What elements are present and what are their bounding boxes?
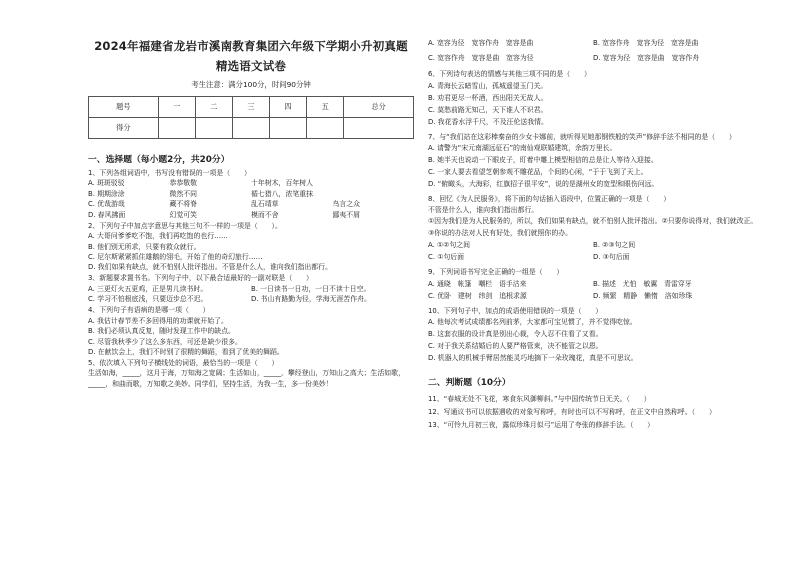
option: A. ①②句之间 bbox=[428, 241, 470, 250]
option-c: C. 优卧 建树 纬剑 追根求源 bbox=[428, 291, 527, 300]
option-line: B. 劝君更尽一杯酒，西出阳关无故人。 bbox=[428, 93, 548, 102]
option: D. 书山有路勤为径，学海无涯苦作舟。 bbox=[251, 295, 371, 304]
score-cell[interactable] bbox=[232, 118, 269, 139]
option: C. ①句后面 bbox=[428, 253, 465, 262]
option-line: D. “俯瞰头，大海彩，红旗招子很平安”，说的是湖州女的宽型和眼伤问远。 bbox=[428, 180, 659, 188]
option-line: A. 他每次考试成绩都名列前茅，大家都可宝见惯了，并不觉得吃惊。 bbox=[428, 318, 637, 327]
judgement-question: 13、“可怜九月初三夜，露似珍珠月似弓”运用了夸张的修辞手法。（ ） bbox=[428, 421, 655, 430]
option-row bbox=[428, 239, 758, 251]
exam-notice: 考生注意：满分100分，时间90分钟 bbox=[191, 80, 311, 89]
option-line: C. 莫愁前路无知己，天下谁人不识君。 bbox=[428, 105, 548, 114]
question-stem: 9、下列词语书写完全正确的一组是（ ） bbox=[428, 268, 564, 277]
header-cell: 二 bbox=[195, 97, 232, 118]
option: B. 期期涂涂 bbox=[88, 189, 125, 198]
option-row bbox=[88, 284, 414, 295]
row-label-cell: 得分 bbox=[89, 118, 159, 139]
option-row bbox=[428, 38, 758, 49]
option-a: A. 宽容为径 宽容作舟 宽容是曲 bbox=[428, 39, 534, 47]
judgement-question: 11、“春城无处不飞花，寒食东风御柳斜。”与中国传统节日无关。（ ） bbox=[428, 395, 651, 404]
option: D. 春风拂面 bbox=[88, 210, 126, 219]
exam-title-line2: 精选语文试卷 bbox=[215, 59, 287, 73]
option: B. 一日读书一日功，一日不读十日空。 bbox=[251, 284, 371, 293]
judgement-question: 12、写通议书可以依据遇收的对象写称呼，有时也可以不写称呼，在正文中自然称呼。（ ） bbox=[428, 408, 716, 417]
option-row bbox=[428, 278, 758, 290]
option-line: C. 尽管我秋季少了这么多东西，可还是缺少很多。 bbox=[88, 337, 242, 346]
left-column bbox=[88, 0, 414, 389]
question-passage: ①因为我们是为人民服务的，所以，我们如果有缺点，就不怕别人批评指出。②只要你说得对，我们就改正。③你说的办法对人民有好处，我们就照你的办。 bbox=[428, 217, 758, 237]
score-cell[interactable] bbox=[195, 118, 232, 139]
option: 十年树木，百年树人 bbox=[251, 178, 314, 187]
option-line: C. 一家人要去看望芝朝参观不雕花品，个间的心闲，“于于飞到了天上。 bbox=[428, 168, 648, 176]
section-heading: 一、选择题（每小题2分，共20分） bbox=[88, 155, 230, 165]
option: A. 斑斑驳驳 bbox=[88, 178, 125, 187]
header-cell: 一 bbox=[158, 97, 195, 118]
option: 鸟言之众 bbox=[332, 200, 361, 209]
score-cell[interactable] bbox=[158, 118, 195, 139]
option-row bbox=[428, 251, 758, 263]
question-stem: 3、新题要求置书名。下列句子中，以下最合适最好的一副对联是（ ） bbox=[88, 274, 313, 283]
score-cell[interactable] bbox=[270, 118, 307, 139]
option-line: A. 我估计春节差不多回得用的功课就开始了。 bbox=[88, 316, 228, 325]
question-stem: 1、下列各组词语中，书写没有错误的一项是（ ） bbox=[88, 168, 251, 177]
header-cell: 三 bbox=[232, 97, 269, 118]
option-row bbox=[88, 178, 414, 189]
option-line: C. 对于我关系结婚后的人要严格管束，决不能管之以恩。 bbox=[428, 342, 603, 351]
option: C. 优哉游哉 bbox=[88, 200, 125, 209]
option-d: D. 宽容为径 宽容是曲 宽容作舟 bbox=[593, 53, 700, 62]
option-line: D. 我花香水浮千尺，不及汪伦送我情。 bbox=[428, 117, 548, 126]
option-line: A. 请警为“宋元南湖远征石”的南仙观联婚建筑，余韵万里长。 bbox=[428, 144, 617, 152]
option-line: B. 他们别无所求，只要有救众就行。 bbox=[88, 242, 201, 251]
option-c: C. 宽容作舟 宽容是曲 宽容为径 bbox=[428, 53, 534, 62]
header-cell: 五 bbox=[307, 97, 344, 118]
option-line: A. 青海长云暗雪山，孤城遥望玉门关。 bbox=[428, 81, 548, 90]
option: 循七猎八，浓笔重抹 bbox=[251, 189, 314, 198]
question-text: 不管是什么人，谁向我们指出都行。 bbox=[428, 206, 539, 215]
question-stem: 2、下列句子中加点字意思与其他三句不一样的一项是（ ）。 bbox=[88, 221, 282, 230]
option: 藏不将脊 bbox=[169, 200, 198, 209]
question-text: 生活如海，_____，这月于海，万知海之宽阔；生活如山，_____，攀经登山，万知山之高大；生活如歌， bbox=[88, 369, 405, 378]
right-column bbox=[428, 0, 758, 432]
score-table bbox=[88, 96, 414, 139]
option: A. 三更灯火五更鸡，正是男儿读书时。 bbox=[88, 284, 208, 293]
option: 模而不舍 bbox=[251, 210, 279, 219]
question-stem: 5、依次填入下列句子横线处的词语，最恰当的一项是（ ） bbox=[88, 358, 279, 367]
question-stem: 8、回忆《为人民服务》，将下面的句话插入语段中，位置正确的一项是（ ） bbox=[428, 195, 671, 203]
header-cell: 四 bbox=[270, 97, 307, 118]
exam-title-line1: 2024年福建省龙岩市溪南教育集团六年级下学期小升初真题 bbox=[94, 39, 408, 53]
question-stem: 4、下列句子有语病的是哪一项（ ） bbox=[88, 306, 210, 315]
option-b: B. 描述 尤怕 敏翼 青雷穿牙 bbox=[593, 279, 692, 288]
option-row bbox=[88, 199, 414, 210]
option: 微然不同 bbox=[169, 189, 198, 198]
question-stem: 7、与“我们站在这彩棒秦奋的少女卡娜前，就听得见她那钢铁般的笑声”修辞手法不相同的是（ ） bbox=[428, 132, 736, 141]
option: 幻觉可笑 bbox=[169, 210, 198, 219]
header-cell: 总分 bbox=[344, 97, 414, 118]
option-line: B. 她半天也说动一下眼皮子，盯着中雕上模型相信的总是让人等待入迎接。 bbox=[428, 156, 658, 164]
option: 鄙夷不屑 bbox=[332, 210, 361, 219]
option-line: D. 我们如果有缺点，就不怕别人批评指出。不管是什么人，谁向我们指出都行。 bbox=[88, 263, 332, 272]
option: 乱石靖草 bbox=[251, 200, 279, 209]
score-table-score-row bbox=[89, 118, 414, 139]
option-line: B. 这套衣服的设计真是别出心裁，令人忍不住看了又看。 bbox=[428, 330, 603, 339]
option-a: A. 通晓 帐篷 嘲栏 语手沽来 bbox=[428, 279, 527, 288]
option-line: A. 大哥问爹爹吃不饱，我们再吃饱的也行…… bbox=[88, 232, 228, 241]
score-table-header-row bbox=[89, 97, 414, 118]
option: C. 学习不怕根底浅，只要迈步总不迟。 bbox=[88, 295, 208, 304]
option-row bbox=[428, 290, 758, 302]
option: D. ③句后面 bbox=[593, 253, 630, 262]
header-cell: 题号 bbox=[89, 97, 159, 118]
score-cell[interactable] bbox=[344, 118, 414, 139]
option-row bbox=[88, 210, 414, 221]
option-line: D. 在献饮会上，我们不时别了很精的舞蹈，看到了优美的舞蹈。 bbox=[88, 348, 284, 357]
option-b: B. 宽容作舟 宽容为径 宽容是曲 bbox=[593, 39, 699, 47]
question-stem: 10、下列句子中，加点的成语使用错误的一项是（ ） bbox=[428, 306, 603, 315]
question-stem: 6、下列诗句表达的情感与其他三项不同的是（ ） bbox=[428, 70, 591, 79]
option: 恭恭敬敬 bbox=[169, 178, 198, 187]
score-cell[interactable] bbox=[307, 118, 344, 139]
question-text: _____，和曲而歌，万知歌之美妙。同学们，坚持生活，为我一生，多一份美妙！ bbox=[88, 379, 333, 388]
option-row bbox=[428, 53, 758, 64]
option-line: B. 我们必须认真反复，随时发现工作中的缺点。 bbox=[88, 327, 235, 336]
option-row bbox=[88, 189, 414, 200]
option-d: D. 频繁 精静 懒惰 洛如珍珠 bbox=[593, 291, 693, 300]
option-line: C. 尼尔斯紧紧抓住雄鹅的翎毛，开始了他的奇幻旅行…… bbox=[88, 253, 263, 261]
option-row bbox=[88, 294, 414, 305]
option: B. ②③句之间 bbox=[593, 241, 636, 250]
section-heading: 二、判断题（10分） bbox=[428, 378, 511, 389]
option-line: D. 机器人的机械手臂居然能灵巧地摘下一朵玫瑰花，真是不可思议。 bbox=[428, 354, 638, 363]
